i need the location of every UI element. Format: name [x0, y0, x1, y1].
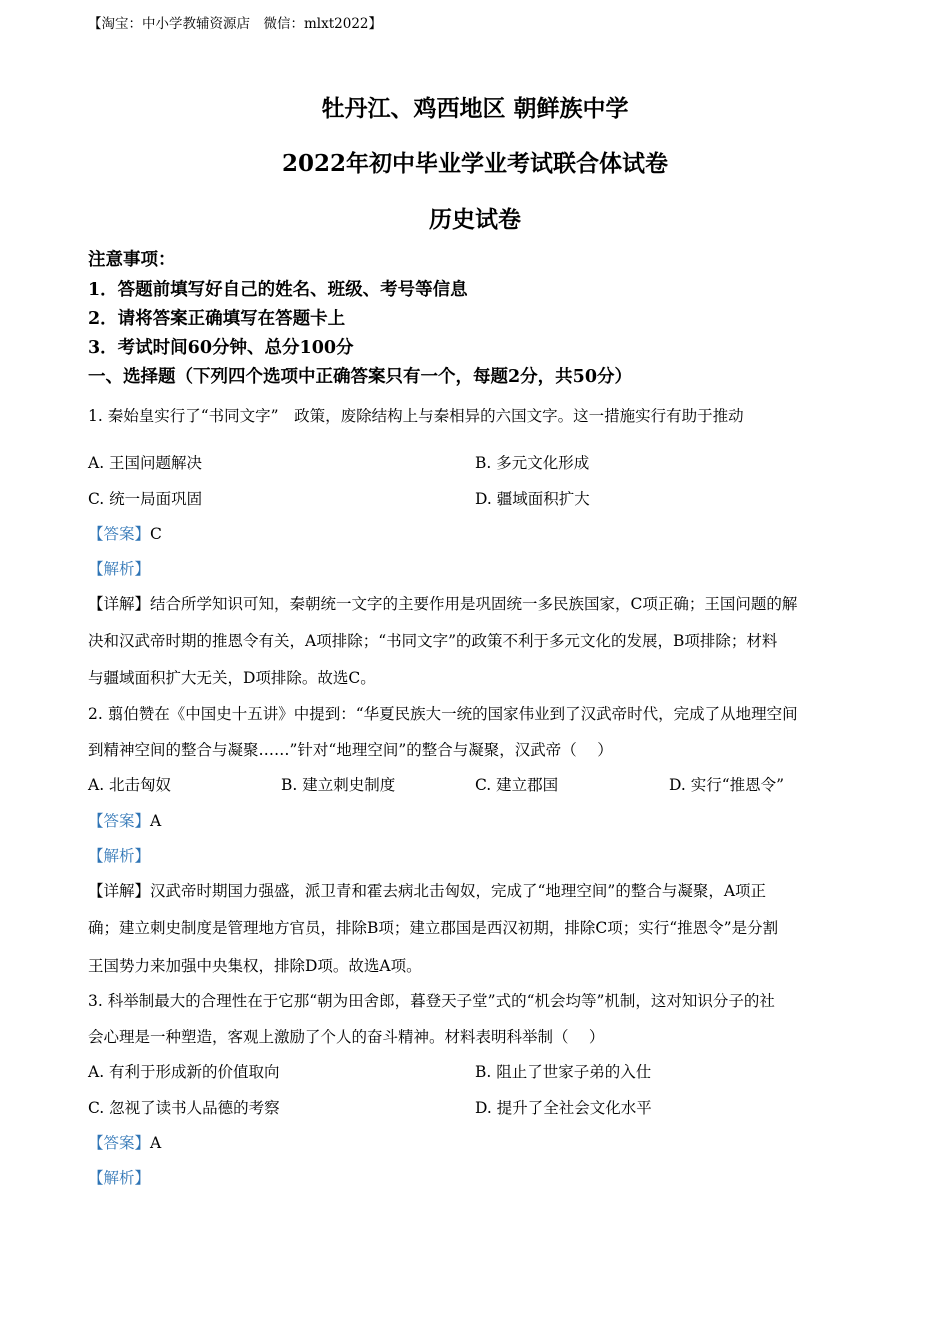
question-stem: 到精神空间的整合与凝聚……”针对“地理空间”的整合与凝聚，汉武帝（ ） [88, 741, 613, 759]
option-b: B. 建立刺史制度 [281, 776, 396, 794]
option-b: B. 多元文化形成 [475, 454, 590, 472]
answer-value: A [150, 812, 162, 830]
option-c: C. 建立郡国 [475, 776, 559, 794]
detail-line: 王国势力来加强中央集权，排除D项。故选A项。 [88, 957, 422, 975]
header-note: 【淘宝：中小学教辅资源店 微信：mlxt2022】 [88, 16, 383, 32]
detail-line: 确；建立刺史制度是管理地方官员，排除B项；建立郡国是西汉初期，排除C项；实行“推恩令”是分割 [88, 919, 779, 937]
detail-line: 【详解】汉武帝时期国力强盛，派卫青和霍去病北击匈奴，完成了“地理空间”的整合与凝聚，A项正 [88, 882, 767, 900]
question-stem: 1. 秦始皇实行了“书同文字” 政策，废除结构上与秦相异的六国文字。这一措施实行有助于推动 [88, 407, 744, 425]
note-item: 3．考试时间60分钟、总分100分 [88, 338, 354, 358]
section-heading: 一、选择题（下列四个选项中正确答案只有一个，每题2分，共50分） [88, 367, 633, 387]
analysis-label: 【解析】 [88, 560, 151, 578]
detail-line: 与疆域面积扩大无关，D项排除。故选C。 [88, 669, 376, 687]
analysis-label: 【解析】 [88, 847, 151, 865]
option-d: D. 疆域面积扩大 [475, 490, 590, 508]
answer-value: C [150, 525, 162, 543]
answer-row [88, 809, 161, 831]
notes-heading: 注意事项： [88, 250, 176, 270]
title-line-2: 2022年初中毕业学业考试联合体试卷 [281, 150, 668, 177]
answer-row [88, 1131, 161, 1153]
option-d: D. 提升了全社会文化水平 [475, 1099, 652, 1117]
answer-label: 【答案】 [88, 1134, 151, 1152]
option-a: A. 王国问题解决 [88, 454, 203, 472]
title-line-3: 历史试卷 [429, 206, 521, 233]
option-d: D. 实行“推恩令” [669, 776, 785, 794]
analysis-label: 【解析】 [88, 1169, 151, 1187]
question-stem: 会心理是一种塑造，客观上激励了个人的奋斗精神。材料表明科举制（ ） [88, 1028, 605, 1046]
detail-line: 【详解】结合所学知识可知，秦朝统一文字的主要作用是巩固统一多民族国家，C项正确；王国问题的解 [88, 595, 798, 613]
option-a: A. 有利于形成新的价值取向 [88, 1063, 280, 1081]
note-item: 1．答题前填写好自己的姓名、班级、考号等信息 [88, 280, 468, 300]
answer-label: 【答案】 [88, 525, 151, 543]
option-c: C. 忽视了读书人品德的考察 [88, 1099, 280, 1117]
option-c: C. 统一局面巩固 [88, 490, 203, 508]
answer-label: 【答案】 [88, 812, 151, 830]
question-stem: 3. 科举制最大的合理性在于它那“朝为田舍郎，暮登天子堂”式的“机会均等”机制，这对知识分子的社 [88, 992, 775, 1010]
answer-row [88, 522, 162, 544]
note-item: 2．请将答案正确填写在答题卡上 [88, 309, 346, 329]
answer-value: A [150, 1134, 162, 1152]
option-a: A. 北击匈奴 [88, 776, 172, 794]
title-line-1: 牡丹江、鸡西地区 朝鲜族中学 [321, 95, 629, 122]
question-stem: 2. 翦伯赞在《中国史十五讲》中提到：“华夏民族大一统的国家伟业到了汉武帝时代，完成了从地理空间 [88, 705, 798, 723]
detail-line: 决和汉武帝时期的推恩令有关，A项排除；“书同文字”的政策不利于多元文化的发展，B项排除；材料 [88, 632, 778, 650]
option-b: B. 阻止了世家子弟的入仕 [475, 1063, 652, 1081]
